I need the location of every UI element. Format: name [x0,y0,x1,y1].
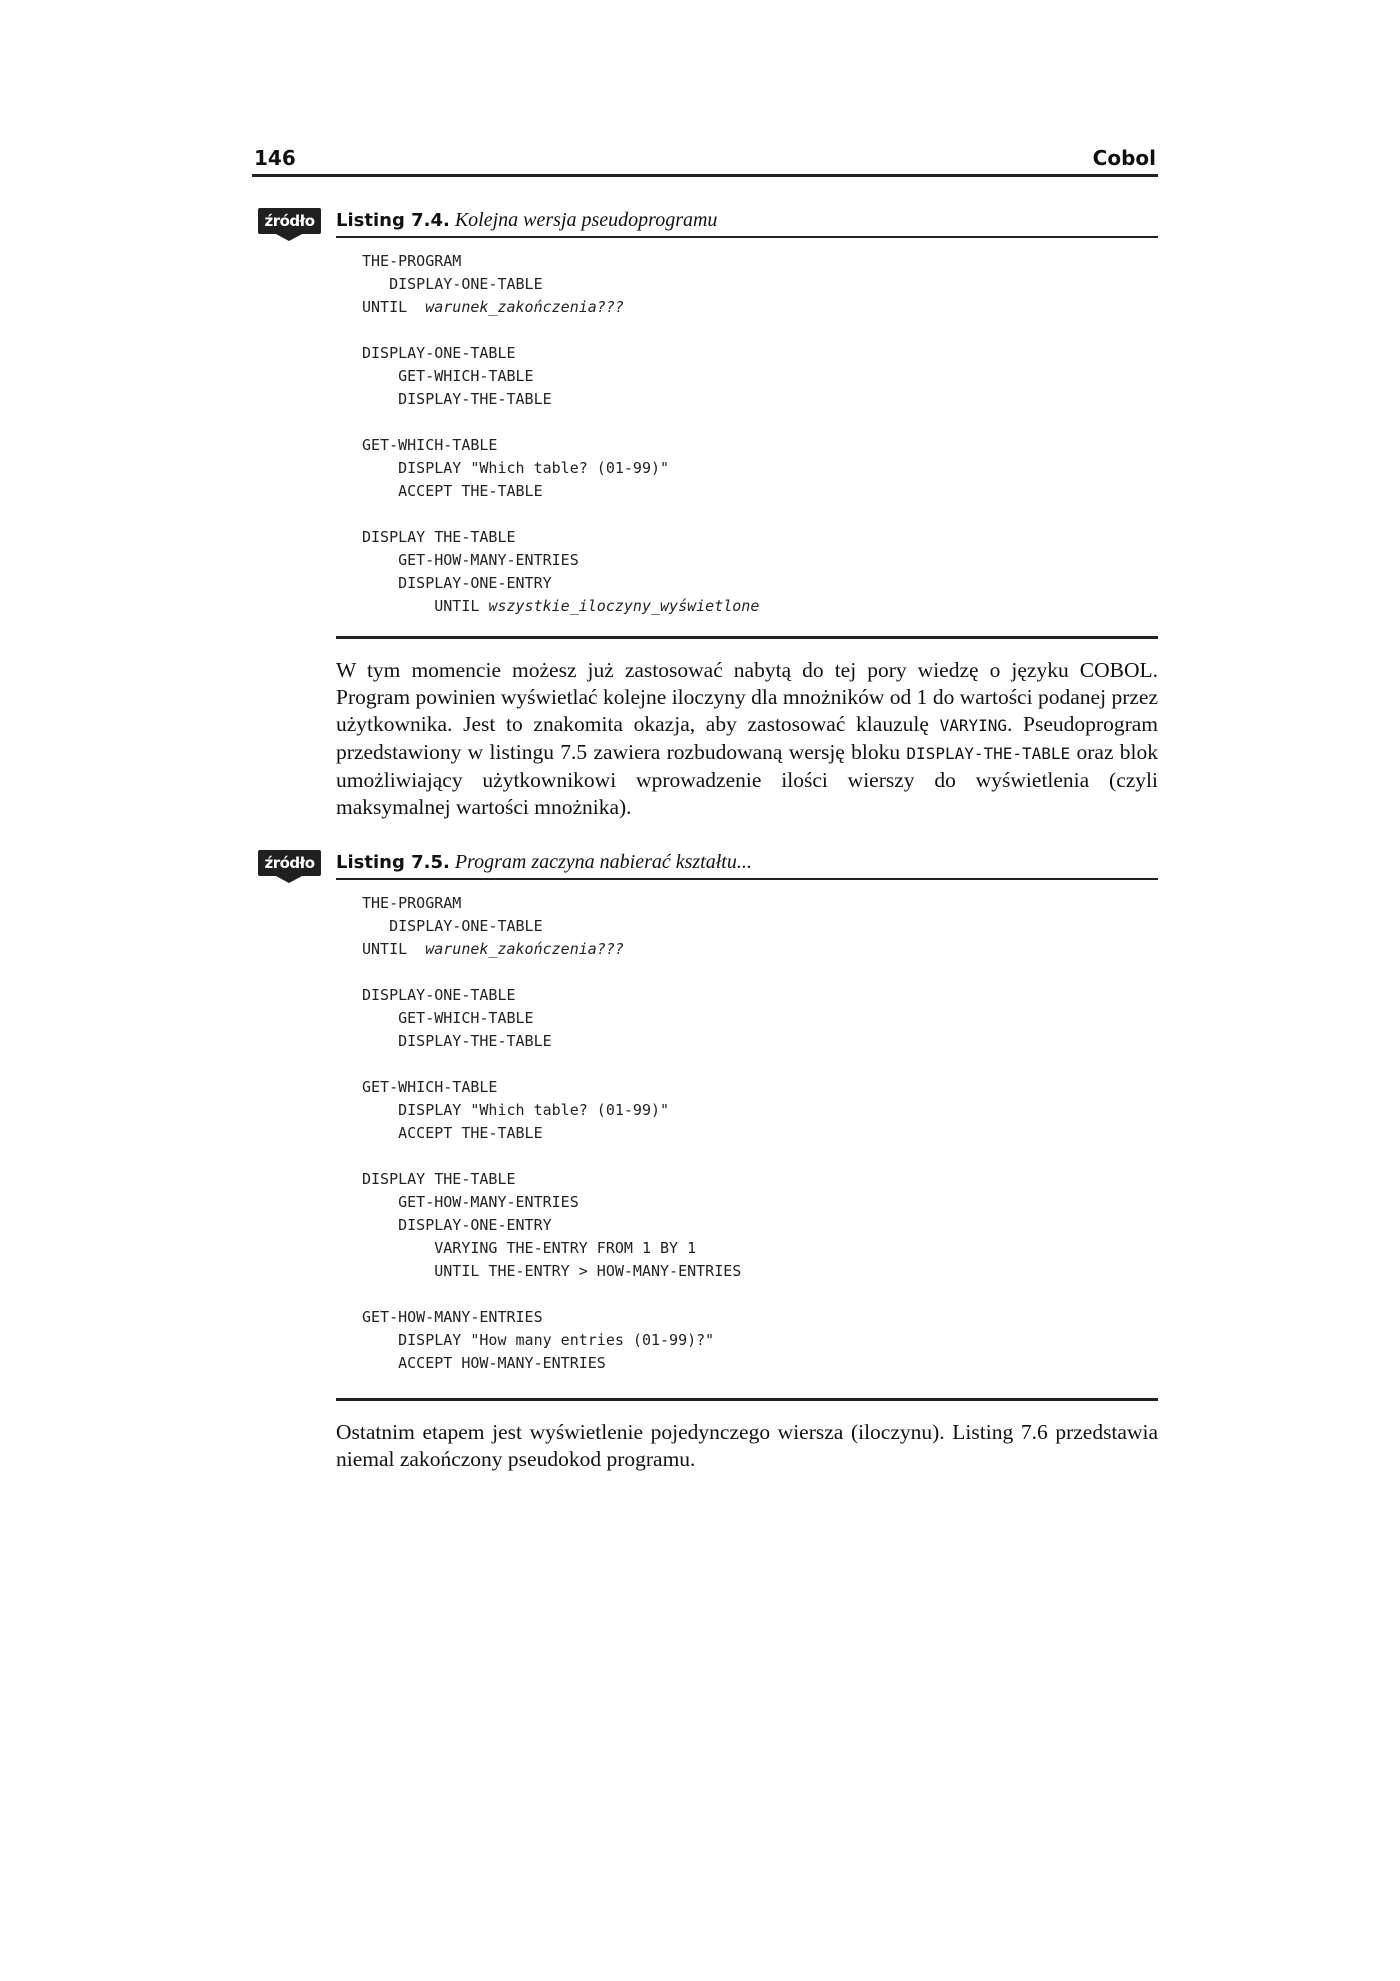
code-line: DISPLAY-ONE-TABLE [362,986,516,1004]
code-line: DISPLAY-THE-TABLE [398,390,552,408]
code-line: GET-WHICH-TABLE [362,1078,498,1096]
inline-code: DISPLAY-THE-TABLE [906,744,1071,763]
listing-label: Listing 7.4. [336,210,450,231]
listing-title: Program zaczyna nabierać kształtu... [454,851,752,873]
running-title: Cobol [1092,146,1156,170]
source-badge-icon: źródło [258,850,321,882]
code-line [362,411,759,434]
page-number: 146 [254,146,296,170]
code-line: DISPLAY "How many entries (01-99)?" [398,1331,715,1349]
code-line: THE-PROGRAM [362,894,462,912]
listing-caption [336,848,1158,880]
code-line: ACCEPT THE-TABLE [398,1124,543,1142]
code-line: UNTIL warunek_zakończenia??? [362,298,624,316]
listing-title: Kolejna wersja pseudoprogramu [454,209,718,231]
body-paragraph: W tym momencie możesz już zastosować nabytą do tej pory wiedzę o języku COBOL. Program powinien wyświetlać kolejne iloczyny dla mnożników od 1 do wartości podanej przez użytkownika. Jest to znakomita okazja, aby zastosować klauzulę VARYING. Pseudoprogram przedstawiony w listingu 7.5 zawiera rozbudowaną wersję bloku DISPLAY-THE-TABLE oraz blok umożliwiający użytkownikowi wprowadzenie ilości wierszy do wyświetlenia (czyli maksymalnej wartości mnożnika). [336,658,1159,819]
code-line [362,1053,741,1076]
code-line: UNTIL wszystkie_iloczyny_wyświetlone [434,597,760,615]
code-line: DISPLAY "Which table? (01-99)" [398,459,670,477]
code-line: GET-HOW-MANY-ENTRIES [398,551,579,569]
code-line [362,1145,741,1168]
listing-label: Listing 7.5. [336,852,450,873]
code-line: UNTIL THE-ENTRY > HOW-MANY-ENTRIES [434,1262,742,1280]
code-line: DISPLAY-ONE-ENTRY [398,1216,552,1234]
code-line: ACCEPT HOW-MANY-ENTRIES [398,1354,606,1372]
body-paragraph: Ostatnim etapem jest wyświetlenie pojedynczego wiersza (iloczynu). Listing 7.6 przedstawia niemal zakończony pseudokod programu. [336,1420,1158,1471]
code-line: DISPLAY-ONE-ENTRY [398,574,552,592]
code-line: DISPLAY-ONE-TABLE [389,917,543,935]
listing-caption [336,206,1158,238]
code-block [362,892,741,1375]
code-line: VARYING THE-ENTRY FROM 1 BY 1 [434,1239,697,1257]
code-line: GET-WHICH-TABLE [362,436,498,454]
code-line: DISPLAY-ONE-TABLE [362,344,516,362]
code-block [362,250,759,618]
code-line: DISPLAY-THE-TABLE [398,1032,552,1050]
code-line: DISPLAY THE-TABLE [362,1170,516,1188]
code-line [362,503,759,526]
code-line: DISPLAY "Which table? (01-99)" [398,1101,670,1119]
code-line: GET-HOW-MANY-ENTRIES [398,1193,579,1211]
code-line: THE-PROGRAM [362,252,462,270]
listing-end-rule [336,636,1158,639]
code-line [362,1283,741,1306]
code-line: GET-WHICH-TABLE [398,1009,534,1027]
code-line: DISPLAY-ONE-TABLE [389,275,543,293]
code-line: DISPLAY THE-TABLE [362,528,516,546]
code-line [362,961,741,984]
source-badge-icon: źródło [258,208,321,240]
code-line: ACCEPT THE-TABLE [398,482,543,500]
page-header [252,146,1158,177]
code-line: GET-HOW-MANY-ENTRIES [362,1308,543,1326]
inline-code: VARYING [939,716,1007,735]
code-line: GET-WHICH-TABLE [398,367,534,385]
code-line [362,319,759,342]
code-line: UNTIL warunek_zakończenia??? [362,940,624,958]
listing-end-rule [336,1398,1158,1401]
